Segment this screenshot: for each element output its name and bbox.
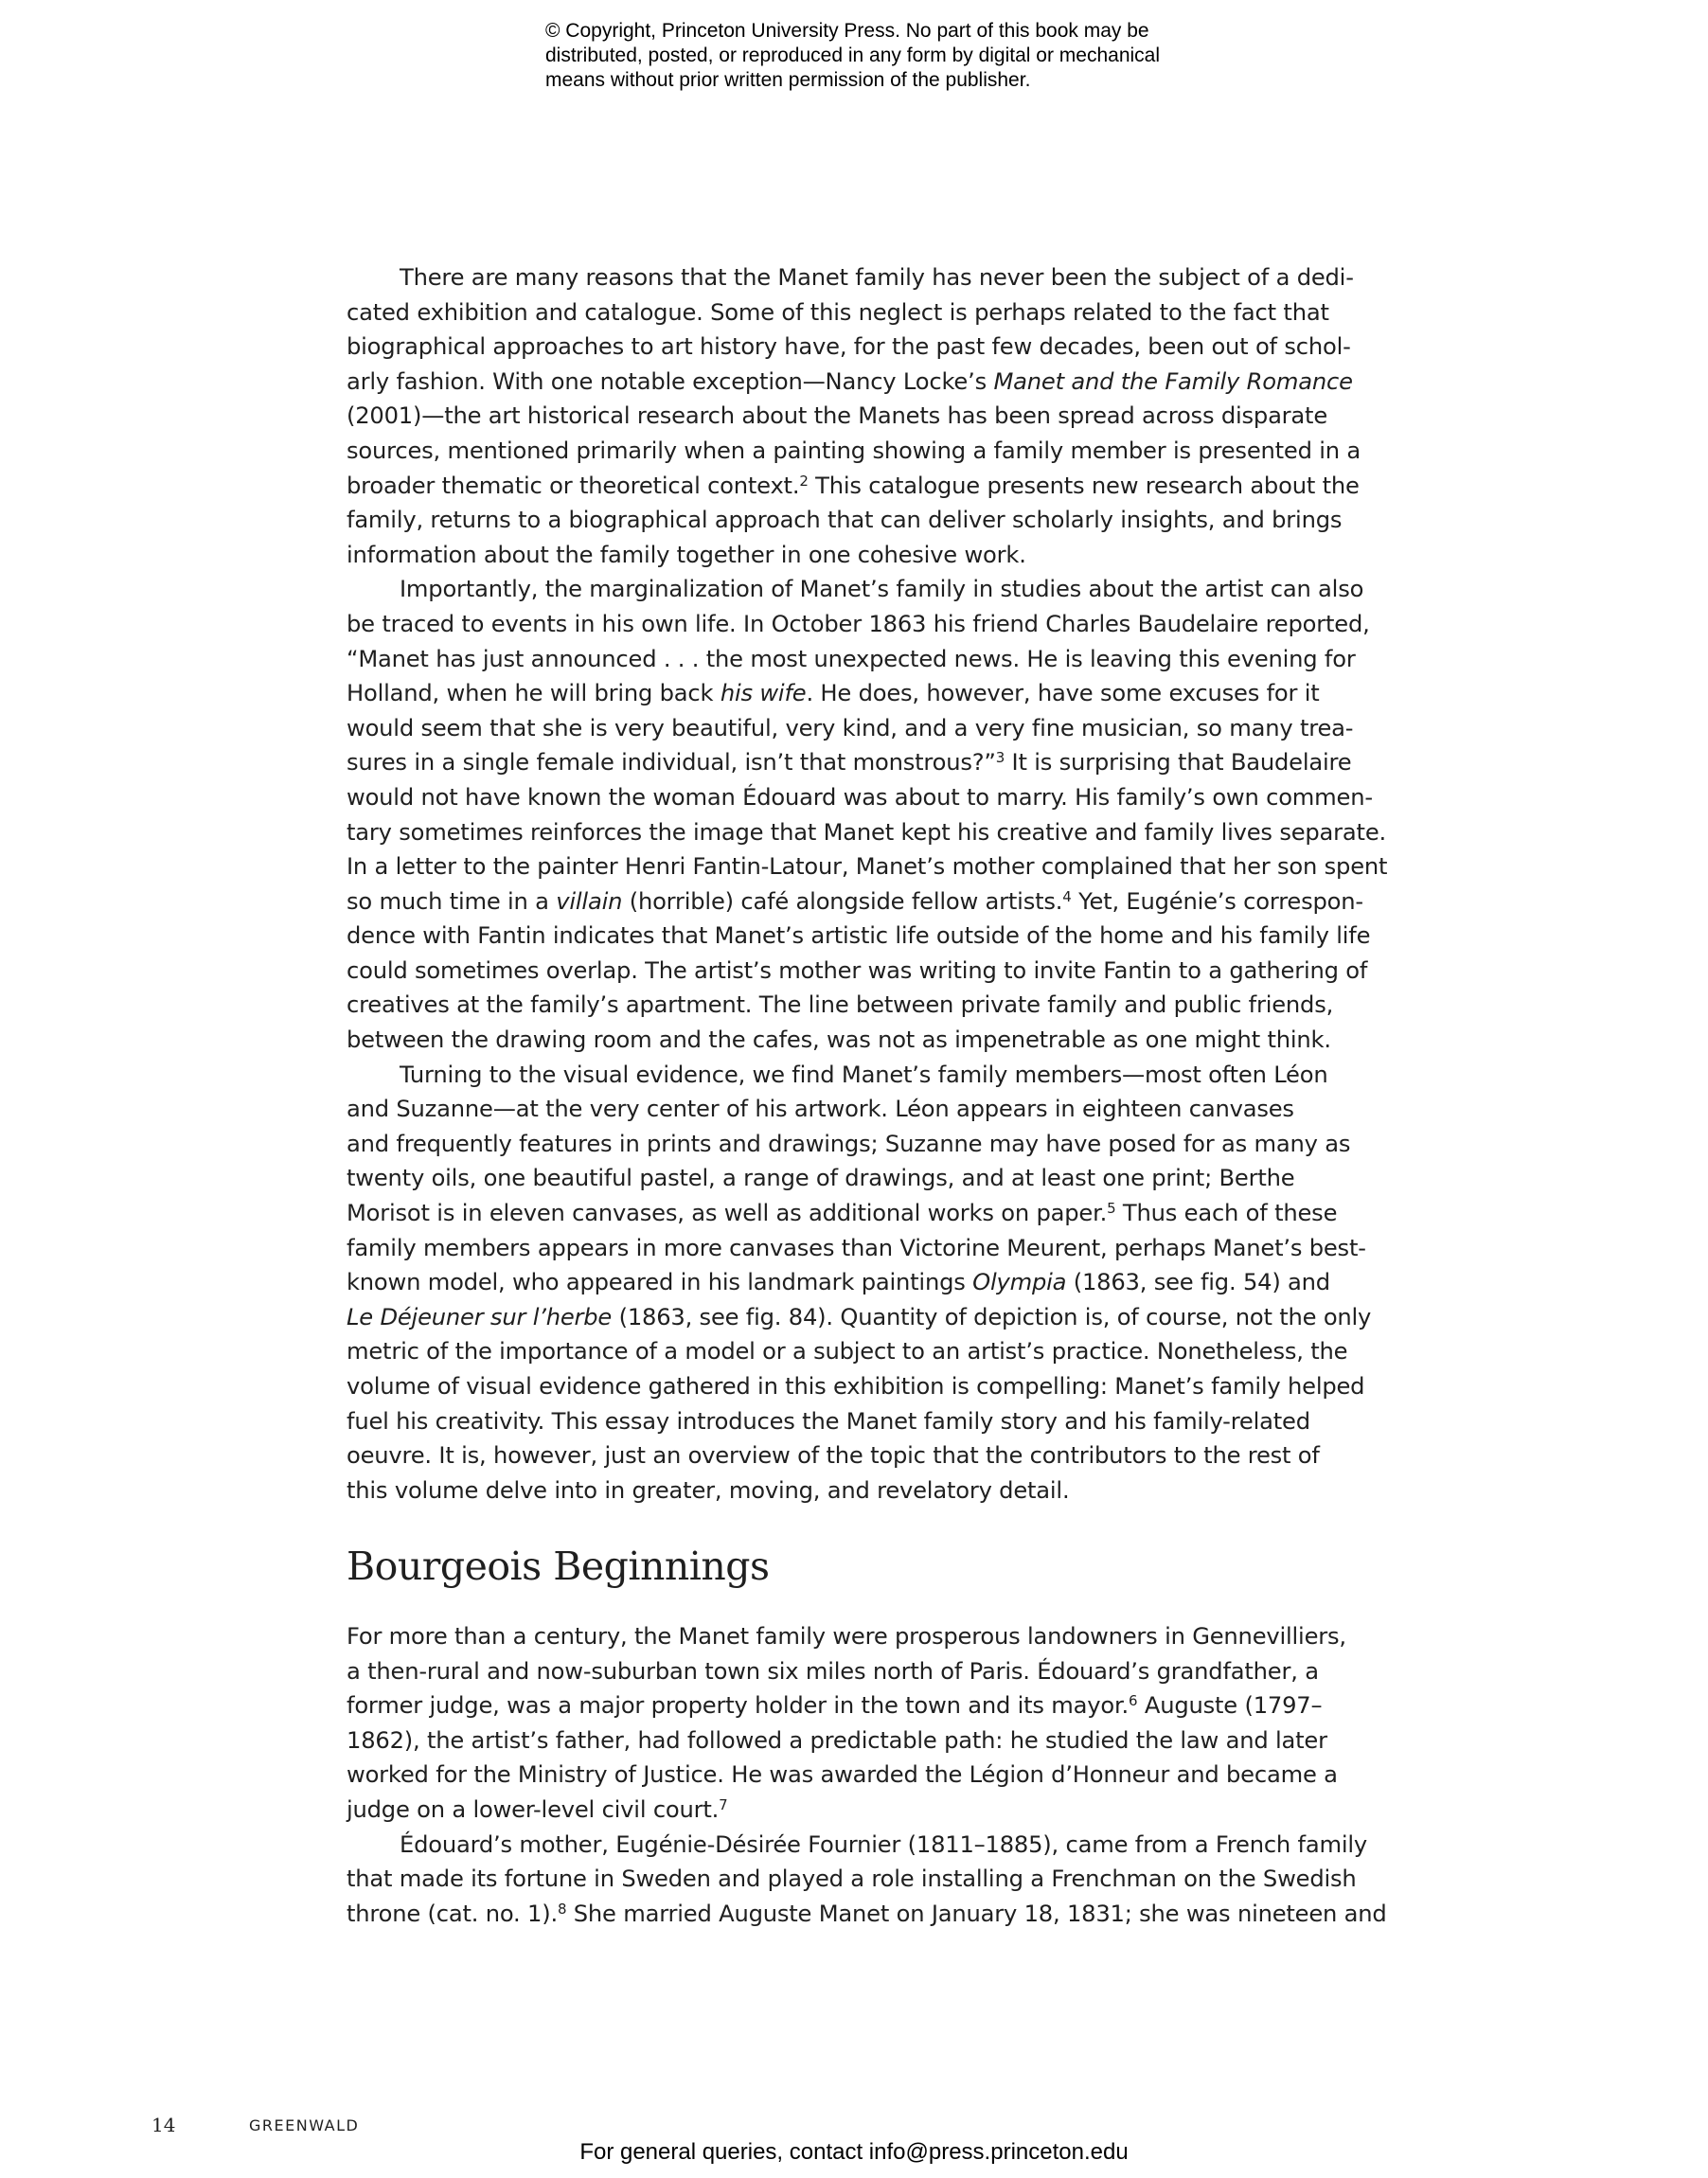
- text-line: metric of the importance of a model or a subject to an artist’s practice. Nonetheless, the: [347, 1338, 1348, 1366]
- text-line: and Suzanne—at the very center of his artwork. Léon appears in eighteen canvases: [347, 1096, 1294, 1123]
- text-line: In a letter to the painter Henri Fantin-Latour, Manet’s mother complained that her son spent: [347, 853, 1388, 881]
- italic-phrase: his wife: [720, 680, 807, 707]
- text-line: worked for the Ministry of Justice. He was awarded the Légion d’Honneur and became a: [347, 1761, 1338, 1789]
- footnote-ref: 8: [557, 1900, 567, 1918]
- text-line: For more than a century, the Manet family were prosperous landowners in Gennevilliers,: [347, 1623, 1346, 1650]
- text-line: this volume delve into in greater, moving, and revelatory detail.: [347, 1476, 1070, 1504]
- text-line: cated exhibition and catalogue. Some of this neglect is perhaps related to the fact that: [347, 298, 1329, 326]
- footnote-ref: 5: [1107, 1199, 1116, 1217]
- text-line: family members appears in more canvases than Victorine Meurent, perhaps Manet’s best-: [347, 1234, 1366, 1261]
- copyright-line: means without prior written permission of the publisher.: [545, 69, 1031, 91]
- text-line: information about the family together in one cohesive work.: [347, 541, 1026, 568]
- copyright-notice: [545, 19, 1265, 93]
- text-line: would not have known the woman Édouard was about to marry. His family’s own commen-: [347, 783, 1373, 811]
- text-line: and frequently features in prints and drawings; Suzanne may have posed for as many as: [347, 1130, 1351, 1157]
- page-number: 14: [151, 2114, 176, 2136]
- running-head-author: GREENWALD: [249, 2116, 360, 2134]
- body-text-section-2: [347, 1619, 1387, 1931]
- text-line: so much time in a villain (horrible) café alongside fellow artists.$^4$ Yet, Eugénie’s correspon-: [347, 887, 1363, 915]
- text-line: sources, mentioned primarily when a painting showing a family member is presented in a: [347, 437, 1361, 464]
- footnote-ref: 3: [995, 749, 1005, 767]
- body-text-section-1: [347, 260, 1388, 1508]
- text-line: be traced to events in his own life. In October 1863 his friend Charles Baudelaire reported,: [347, 610, 1370, 637]
- text-line: biographical approaches to art history have, for the past few decades, been out of schol-: [347, 333, 1351, 361]
- text-line: Holland, when he will bring back his wife. He does, however, have some excuses for it: [347, 680, 1320, 707]
- text-line: dence with Fantin indicates that Manet’s artistic life outside of the home and his family life: [347, 922, 1371, 950]
- text-line: could sometimes overlap. The artist’s mother was writing to invite Fantin to a gathering of: [347, 956, 1368, 984]
- copyright-line: distributed, posted, or reproduced in any form by digital or mechanical: [545, 45, 1161, 66]
- text-line: Le Déjeuner sur l’herbe (1863, see fig. 84). Quantity of depiction is, of course, not the only: [347, 1303, 1372, 1330]
- text-line: known model, who appeared in his landmark paintings Olympia (1863, see fig. 54) and: [347, 1269, 1330, 1296]
- text-line: oeuvre. It is, however, just an overview of the topic that the contributors to the rest of: [347, 1442, 1320, 1470]
- text-line: that made its fortune in Sweden and played a role installing a Frenchman on the Swedish: [347, 1866, 1357, 1893]
- footnote-ref: 7: [719, 1795, 728, 1813]
- artwork-title: Le Déjeuner sur l’herbe: [347, 1303, 613, 1330]
- text-line: judge on a lower-level civil court.$^7$: [347, 1795, 728, 1823]
- footnote-ref: 4: [1062, 887, 1072, 905]
- text-line: creatives at the family’s apartment. The line between private family and public friends,: [347, 991, 1334, 1019]
- text-line: sures in a single female individual, isn’t that monstrous?”$^3$ It is surprising that Baudelaire: [347, 749, 1352, 777]
- section-heading: Bourgeois Beginnings: [347, 1544, 770, 1589]
- text-line: tary sometimes reinforces the image that Manet kept his creative and family lives separate.: [347, 818, 1386, 846]
- text-line: volume of visual evidence gathered in this exhibition is compelling: Manet’s family helped: [347, 1373, 1365, 1400]
- text-line: Turning to the visual evidence, we find Manet’s family members—most often Léon: [400, 1061, 1328, 1088]
- text-line: (2001)—the art historical research about the Manets has been spread across disparate: [347, 402, 1328, 430]
- contact-footer: For general queries, contact info@press.princeton.edu: [579, 2139, 1129, 2165]
- text-line: a then-rural and now-suburban town six miles north of Paris. Édouard’s grandfather, a: [347, 1657, 1319, 1685]
- text-line: would seem that she is very beautiful, very kind, and a very fine musician, so many trea-: [347, 714, 1354, 741]
- text-line: 1862), the artist’s father, had followed a predictable path: he studied the law and later: [347, 1726, 1327, 1754]
- text-line: twenty oils, one beautiful pastel, a range of drawings, and at least one print; Berthe: [347, 1165, 1295, 1192]
- text-line: family, returns to a biographical approach that can deliver scholarly insights, and brings: [347, 507, 1343, 534]
- footnote-ref: 2: [799, 472, 809, 490]
- text-line: Importantly, the marginalization of Manet’s family in studies about the artist can also: [400, 576, 1364, 603]
- text-line: Morisot is in eleven canvases, as well as additional works on paper.$^5$ Thus each of these: [347, 1199, 1338, 1227]
- footnote-ref: 6: [1129, 1691, 1138, 1709]
- text-line: arly fashion. With one notable exception—Nancy Locke’s Manet and the Family Romance: [347, 367, 1353, 395]
- text-line: broader thematic or theoretical context.$^2$ This catalogue presents new research about the: [347, 472, 1360, 499]
- text-line: “Manet has just announced . . . the most unexpected news. He is leaving this evening for: [347, 645, 1356, 672]
- artwork-title: Olympia: [972, 1269, 1067, 1296]
- text-line: throne (cat. no. 1).$^8$ She married Auguste Manet on January 18, 1831; she was nineteen and: [347, 1900, 1387, 1927]
- italic-word: villain: [556, 887, 623, 915]
- text-line: between the drawing room and the cafes, was not as impenetrable as one might think.: [347, 1027, 1331, 1054]
- text-line: Édouard’s mother, Eugénie-Désirée Fournier (1811–1885), came from a French family: [400, 1830, 1368, 1858]
- text-line: former judge, was a major property holder in the town and its mayor.$^6$ Auguste (1797–: [347, 1691, 1323, 1720]
- book-title: Manet and the Family Romance: [993, 367, 1353, 395]
- text-line: fuel his creativity. This essay introduces the Manet family story and his family-related: [347, 1407, 1310, 1435]
- copyright-line: © Copyright, Princeton University Press. No part of this book may be: [545, 20, 1149, 42]
- text-line: There are many reasons that the Manet family has never been the subject of a dedi-: [400, 264, 1354, 291]
